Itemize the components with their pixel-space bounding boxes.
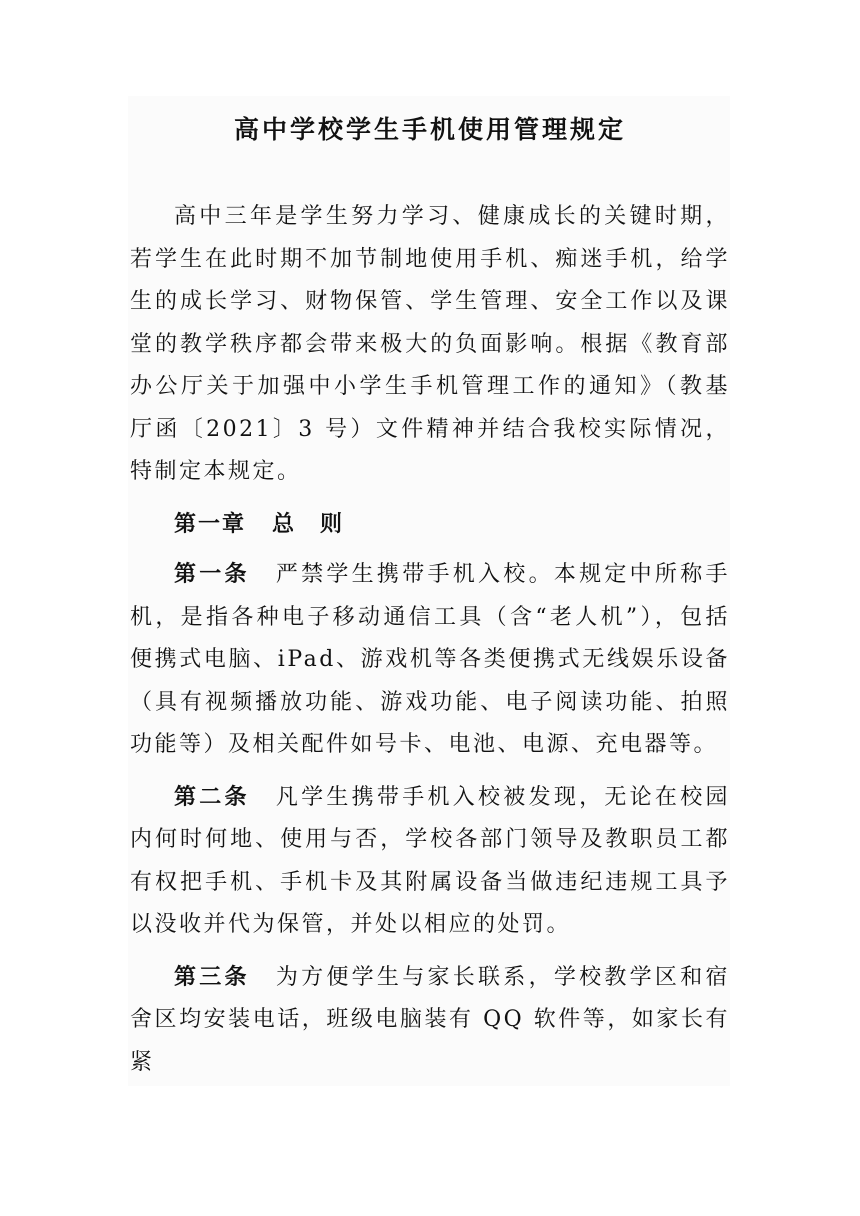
chapter-heading: [130, 504, 730, 547]
intro-paragraph: 高中三年是学生努力学习、健康成长的关键时期，若学生在此时期不加节制地使用手机、痴迷手机，给学生的成长学习、财物保管、学生管理、安全工作以及课堂的教学秩序都会带来极大的负面影响。根据《教育部办公厅关于加强中小学生手机管理工作的通知》（教基厅函〔2021〕3 号）文件精神并结合我校实际情况，特制定本规定。: [130, 204, 730, 484]
article-label: 第一条: [174, 562, 250, 587]
chapter-number: 第一章: [174, 511, 247, 537]
chapter-name: 总 则: [272, 511, 345, 537]
article-text: 严禁学生携带手机入校。本规定中所称手机，是指各种电子移动通信工具（含“老人机”），包括便携式电脑、iPad、游戏机等各类便携式无线娱乐设备（具有视频播放功能、游戏功能、电子阅读功能、拍照功能等）及相关配件如号卡、电池、电源、充电器等。: [130, 562, 730, 757]
article-label: 第三条: [174, 964, 250, 990]
article-paragraph: [130, 777, 730, 947]
document-body: [130, 196, 730, 1094]
document-title: 高中学校学生手机使用管理规定: [233, 115, 626, 144]
article-text: 凡学生携带手机入校被发现，无论在校园内何时何地、使用与否，学校各部门领导及教职员工都有权把手机、手机卡及其附属设备当做违纪违规工具予以没收并代为保管，并处以相应的处罚。: [130, 784, 730, 937]
article-text: 为方便学生与家长联系，学校教学区和宿舍区均安装电话，班级电脑装有 QQ 软件等，如家长有紧: [130, 964, 730, 1075]
article-label: 第二条: [174, 784, 250, 810]
article-paragraph: [130, 957, 730, 1085]
article-paragraph: [130, 554, 730, 767]
